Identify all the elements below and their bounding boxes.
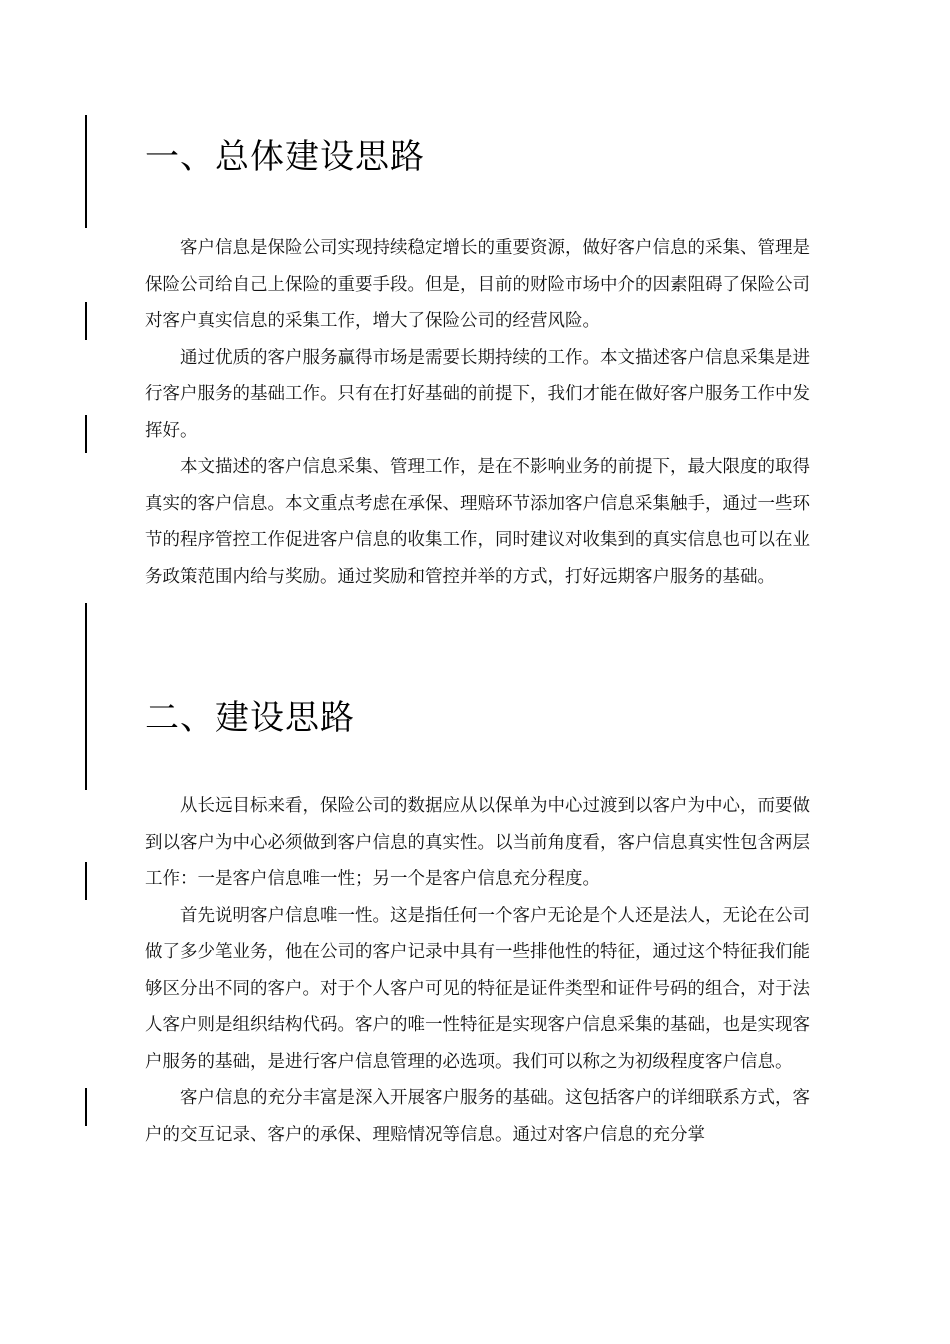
section-body (145, 788, 810, 1153)
revision-bar (85, 415, 87, 453)
body-paragraph: 通过优质的客户服务赢得市场是需要长期持续的工作。本文描述客户信息采集是进行客户服务的基础工作。只有在打好基础的前提下，我们才能在做好客户服务工作中发挥好。 (145, 347, 810, 441)
body-paragraph: 首先说明客户信息唯一性。这是指任何一个客户无论是个人还是法人，无论在公司做了多少笔业务，他在公司的客户记录中具有一些排他性的特征，通过这个特征我们能够区分出不同的客户。对于个人客户可见的特征是证件类型和证件号码的组合，对于法人客户则是组织结构代码。客户的唯一性特征是实现客户信息采集的基础，也是实现客户服务的基础，是进行客户信息管理的必选项。我们可以称之为初级程度客户信息。 (145, 905, 810, 1072)
revision-bar (85, 862, 87, 900)
section-body (145, 230, 810, 595)
body-paragraph: 本文描述的客户信息采集、管理工作，是在不影响业务的前提下，最大限度的取得真实的客户信息。本文重点考虑在承保、理赔环节添加客户信息采集触手，通过一些环节的程序管控工作促进客户信息的收集工作，同时建议对收集到的真实信息也可以在业务政策范围内给与奖励。通过奖励和管控并举的方式，打好远期客户服务的基础。 (145, 457, 810, 587)
revision-bar (85, 302, 87, 340)
body-paragraph: 客户信息是保险公司实现持续稳定增长的重要资源，做好客户信息的采集、管理是保险公司给自己上保险的重要手段。但是，目前的财险市场中介的因素阻碍了保险公司对客户真实信息的采集工作，增大了保险公司的经营风险。 (145, 238, 810, 331)
body-paragraph: 客户信息的充分丰富是深入开展客户服务的基础。这包括客户的详细联系方式，客户的交互记录、客户的承保、理赔情况等信息。通过对客户信息的充分掌 (145, 1088, 810, 1145)
section-heading: 一、总体建设思路 (145, 137, 425, 177)
section-heading: 二、建设思路 (145, 698, 355, 738)
revision-bar (85, 1088, 87, 1126)
revision-bar (85, 115, 87, 228)
body-paragraph: 从长远目标来看，保险公司的数据应从以保单为中心过渡到以客户为中心，而要做到以客户为中心必须做到客户信息的真实性。以当前角度看，客户信息真实性包含两层工作：一是客户信息唯一性；另一个是客户信息充分程度。 (145, 796, 810, 889)
revision-bar (85, 603, 87, 790)
